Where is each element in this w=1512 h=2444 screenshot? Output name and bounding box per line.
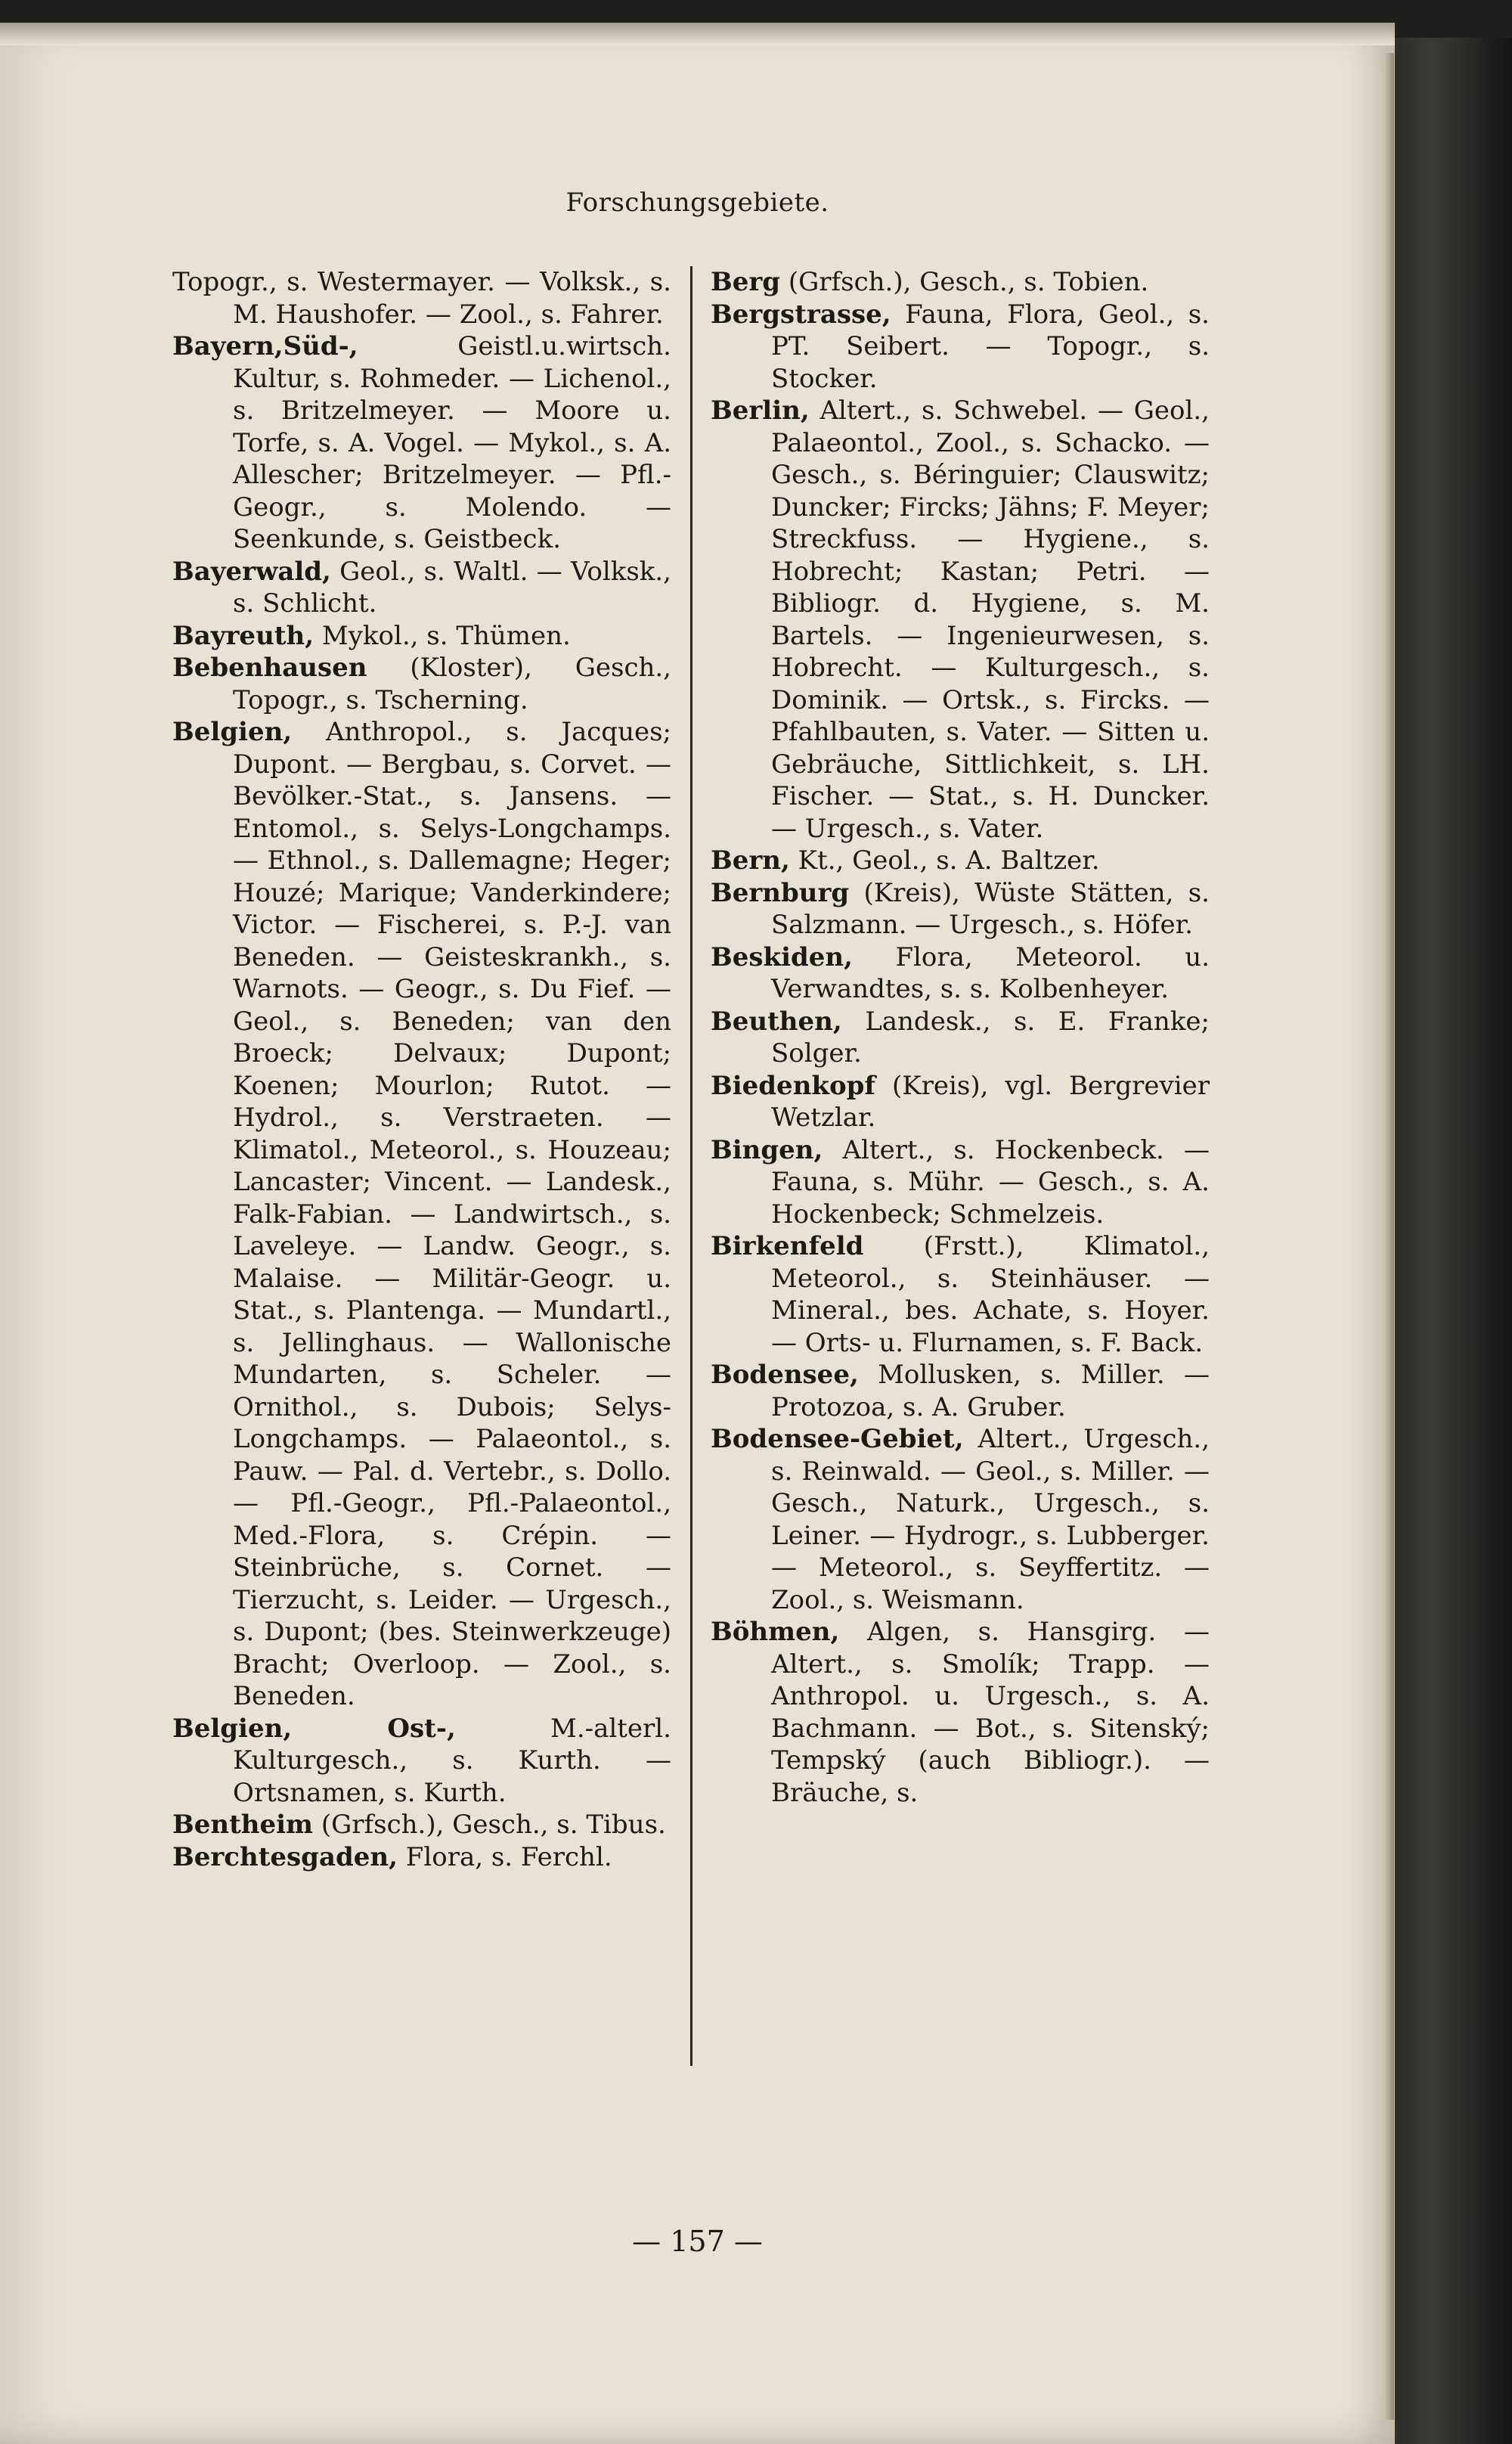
entry-text: Mykol., s. Thümen. [321,620,571,651]
index-entry [172,1809,671,1841]
index-entry [711,877,1210,941]
entry-heading: Bayreuth, [172,620,314,651]
page-header: Forschungsgebiete. [565,188,829,218]
entry-text: Topogr., s. Westermayer. — Volksk., s. M. Haushofer. — Zool., s. Fahrer. [172,267,671,330]
entry-heading: Bayerwald, [172,556,331,587]
index-entry [711,845,1210,877]
index-entry [711,1230,1210,1359]
index-entry [172,266,671,330]
right-column [711,266,1210,1809]
column-divider [690,266,692,2066]
entry-text: Landesk., s. E. Franke; Solger. [771,1006,1210,1068]
entry-text: M.-alterl. Kulturgesch., s. Kurth. — Ortsnamen, s. Kurth. [233,1713,671,1808]
entry-heading: Bebenhausen [172,653,367,683]
entry-heading: Berg [711,267,781,297]
entry-heading: Berlin, [711,395,810,426]
index-entry [172,556,671,620]
index-entry [172,1841,671,1874]
index-entry [711,1423,1210,1616]
entry-heading: Belgien, [172,717,293,747]
entry-text: Fauna, Flora, Geol., s. PT. Seibert. — Topogr., s. Stocker. [771,299,1210,394]
page-top-shadow [0,23,1395,45]
entry-text: Flora, s. Ferchl. [405,1841,612,1872]
index-entry [711,941,1210,1006]
entry-text: (Kloster), Gesch., Topogr., s. Tscherning. [233,653,671,715]
entry-text: Altert., s. Hockenbeck. — Fauna, s. Mühr. — Gesch., s. A. Hockenbeck; Schmelzeis. [771,1134,1210,1230]
index-entry [172,620,671,653]
index-entry [711,395,1210,845]
entry-heading: Belgien, Ost-, [172,1713,456,1744]
index-entry [172,652,671,716]
entry-text: Flora, Meteorol. u. Verwandtes, s. s. Kolbenheyer. [771,941,1210,1004]
entry-text: Algen, s. Hansgirg. — Altert., s. Smolík; Trapp. — Anthropol. u. Urgesch., s. A. Bachmann. — Bot., s. Sitenský; Tempský (auch Bibliogr.). — Bräuche, s. [771,1617,1210,1808]
entry-heading: Birkenfeld [711,1231,864,1261]
entry-text: Altert., s. Schwebel. — Geol., Palaeontol., Zool., s. Schacko. — Gesch., s. Béringuier; Clauswitz; Duncker; Fircks; Jähns; F. Meyer; Streckfuss. — Hygiene., s. Hobrecht; Kastan; Petri. — Bibliogr. d. Hygiene, s. M. Bartels. — Ingenieurwesen, s. Hobrecht. — Kulturgesch., s. Dominik. — Ortsk., s. Fircks. — Pfahlbauten, s. Vater. — Sitten u. Gebräuche, Sittlichkeit, s. LH. Fischer. — Stat., s. H. Duncker. — Urgesch., s. Vater. [771,395,1210,844]
entry-heading: Berchtesgaden, [172,1841,398,1872]
entry-heading: Bayern,Süd-, [172,331,358,361]
entry-heading: Biedenkopf [711,1070,876,1101]
page-edge [1383,53,1394,2420]
entry-text: (Kreis), vgl. Bergrevier Wetzlar. [771,1070,1210,1133]
index-entry [711,1134,1210,1231]
entry-text: Geol., s. Waltl. — Volksk., s. Schlicht. [233,556,671,619]
entry-heading: Bingen, [711,1134,823,1165]
left-column [172,266,671,1873]
entry-text: (Grfsch.), Gesch., s. Tobien. [788,267,1149,297]
entry-heading: Bodensee-Gebiet, [711,1424,964,1454]
entry-heading: Bentheim [172,1810,314,1840]
book-binding [1390,38,1512,2444]
index-entry [172,1713,671,1810]
entry-text: (Frstt.), Klimatol., Meteorol., s. Steinhäuser. — Mineral., bes. Achate, s. Hoyer. — Orts- u. Flurnamen, s. F. Back. [771,1231,1210,1358]
index-entry [711,299,1210,395]
entry-text: Altert., Urgesch., s. Reinwald. — Geol., s. Miller. — Gesch., Naturk., Urgesch., s. Leiner. — Hydrogr., s. Lubberger. — Meteorol., s. Seyffertitz. — Zool., s. Weismann. [771,1424,1210,1615]
entry-text: Anthropol., s. Jacques; Dupont. — Bergbau, s. Corvet. — Bevölker.-Stat., s. Jansens. — Entomol., s. Selys-Longchamps. — Ethnol., s. Dallemagne; Heger; Houzé; Marique; Vanderkindere; Victor. — Fischerei, s. P.-J. van Beneden. — Geisteskrankh., s. Warnots. — Geogr., s. Du Fief. — Geol., s. Beneden; van den Broeck; Delvaux; Dupont; Koenen; Mourlon; Rutot. — Hydrol., s. Verstraeten. — Klimatol., Meteorol., s. Houzeau; Lancaster; Vincent. — Landesk., Falk-Fabian. — Landwirtsch., s. Laveleye. — Landw. Geogr., s. Malaise. — Militär-Geogr. u. Stat., s. Plantenga. — Mundartl., s. Jellinghaus. — Wallonische Mundarten, s. Scheler. — Ornithol., s. Dubois; Selys-Longchamps. — Palaeontol., s. Pauw. — Pal. d. Vertebr., s. Dollo. — Pfl.-Geogr., Pfl.-Palaeontol., Med.-Flora, s. Crépin. — Steinbrüche, s. Cornet. — Tierzucht, s. Leider. — Urgesch., s. Dupont; (bes. Steinwerkzeuge) Bracht; Overloop. — Zool., s. Beneden. [233,717,671,1711]
entry-text: Geistl.u.wirtsch. Kultur, s. Rohmeder. — Lichenol., s. Britzelmeyer. — Moore u. Torfe, s. A. Vogel. — Mykol., s. A. Allescher; Britzelmeyer. — Pfl.-Geogr., s. Molendo. — Seenkunde, s. Geistbeck. [233,331,671,554]
entry-heading: Bern, [711,845,790,876]
index-entry [711,266,1210,299]
entry-heading: Böhmen, [711,1617,840,1647]
entry-text: Kt., Geol., s. A. Baltzer. [798,845,1100,876]
entry-heading: Bernburg [711,877,850,908]
page-number: — 157 — [632,2225,763,2258]
index-entry [711,1070,1210,1134]
index-entry [172,716,671,1713]
index-entry [711,1616,1210,1809]
index-entry [711,1006,1210,1070]
entry-text: (Grfsch.), Gesch., s. Tibus. [321,1810,666,1840]
entry-heading: Beskiden, [711,941,853,972]
entry-text: Mollusken, s. Miller. — Protozoa, s. A. Gruber. [771,1360,1210,1422]
entry-heading: Bergstrasse, [711,299,891,330]
entry-heading: Beuthen, [711,1006,842,1037]
entry-heading: Bodensee, [711,1360,859,1390]
index-entry [172,330,671,556]
index-entry [711,1359,1210,1423]
entry-text: (Kreis), Wüste Stätten, s. Salzmann. — Urgesch., s. Höfer. [771,877,1210,940]
